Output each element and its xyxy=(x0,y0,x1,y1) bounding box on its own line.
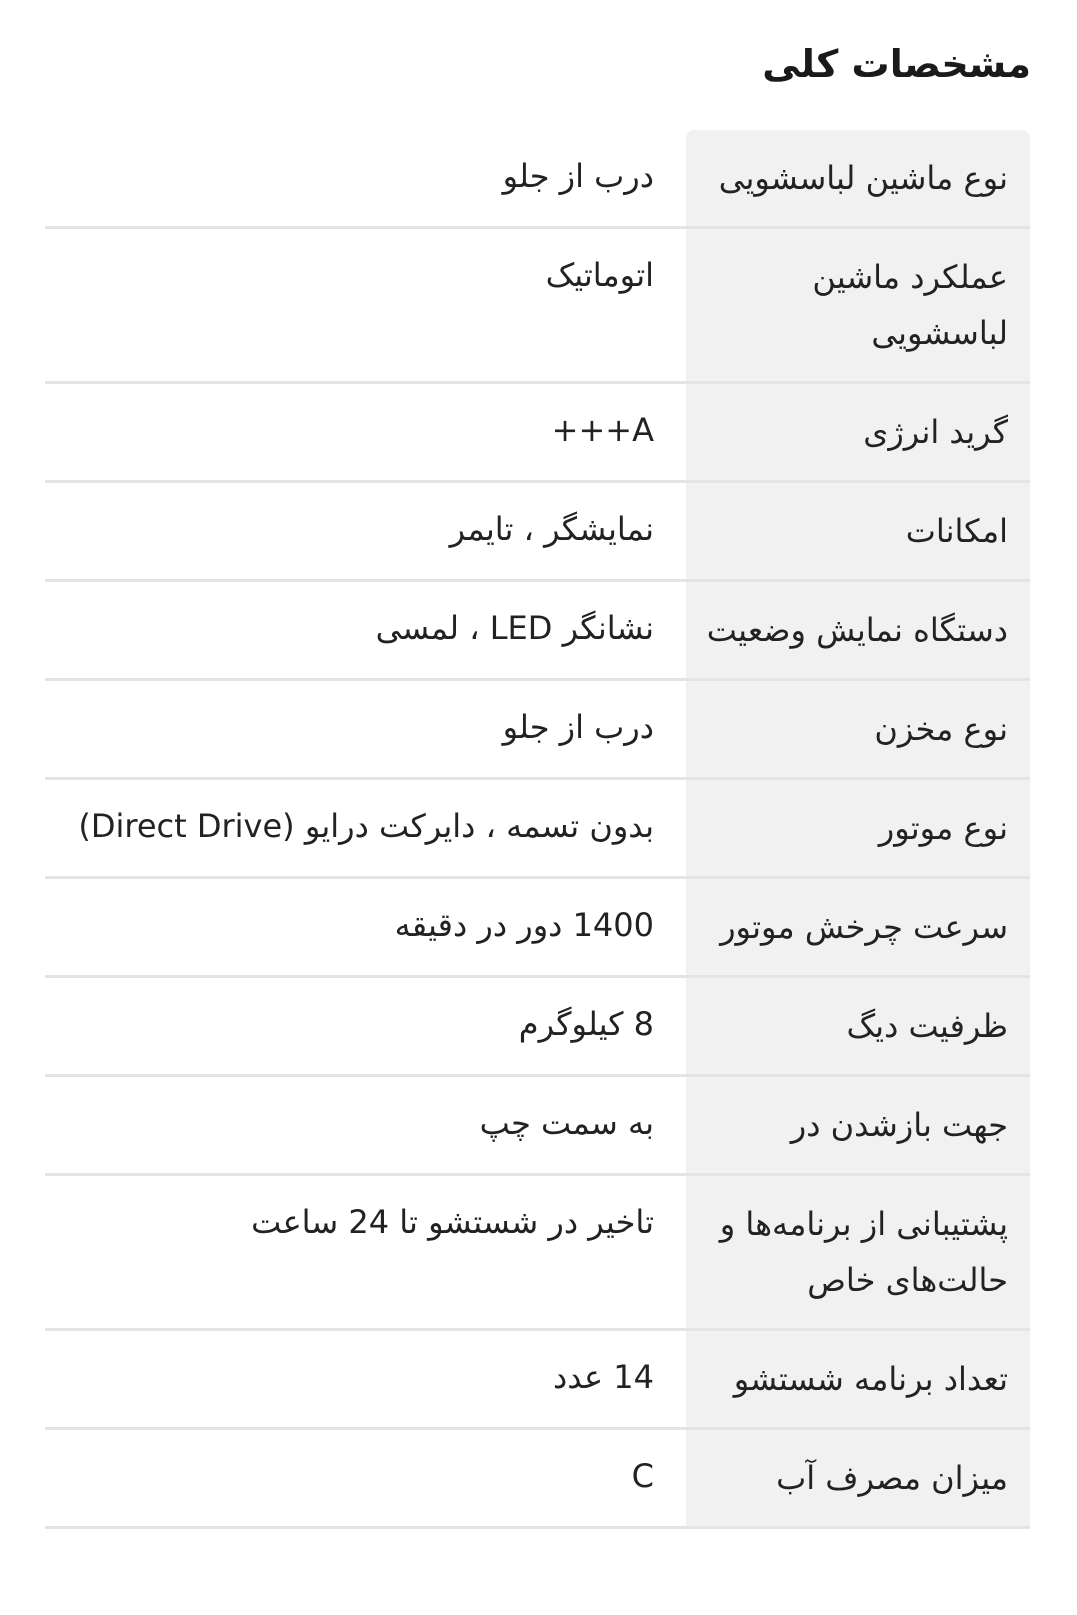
spec-row-tank-type xyxy=(45,681,1030,780)
spec-label: نوع ماشین لباسشویی xyxy=(686,130,1030,226)
spec-row-status-display xyxy=(45,582,1030,681)
spec-label: جهت بازشدن در xyxy=(686,1077,1030,1173)
spec-row-spin-speed xyxy=(45,879,1030,978)
spec-row-door-opening xyxy=(45,1077,1030,1176)
spec-table xyxy=(45,130,1030,1529)
spec-row-motor-type xyxy=(45,780,1030,879)
spec-row-features xyxy=(45,483,1030,582)
spec-value: درب از جلو xyxy=(502,157,654,195)
spec-value: C xyxy=(631,1457,654,1495)
spec-label: پشتیبانی از برنامه‌ها و حالت‌های خاص xyxy=(686,1176,1030,1328)
spec-value: 14 عدد xyxy=(552,1358,654,1396)
spec-label: عملکرد ماشین لباسشویی xyxy=(686,229,1030,381)
spec-label: سرعت چرخش موتور xyxy=(686,879,1030,975)
spec-label: ظرفیت دیگ xyxy=(686,978,1030,1074)
spec-value: 1400 دور در دقیقه xyxy=(394,906,654,944)
spec-row-washer-type xyxy=(45,130,1030,229)
spec-row-program-count xyxy=(45,1331,1030,1430)
spec-label: دستگاه نمایش وضعیت xyxy=(686,582,1030,678)
spec-value: درب از جلو xyxy=(502,708,654,746)
spec-value: نمایشگر ، تایمر xyxy=(449,510,654,548)
spec-label: میزان مصرف آب xyxy=(686,1430,1030,1526)
spec-value: 8 کیلوگرم xyxy=(518,1005,654,1043)
spec-value: بدون تسمه ، دایرکت درایو (Direct Drive) xyxy=(78,807,654,845)
spec-row-drum-capacity xyxy=(45,978,1030,1077)
spec-label: نوع موتور xyxy=(686,780,1030,876)
spec-value: تاخیر در شستشو تا 24 ساعت xyxy=(251,1203,654,1241)
spec-value: به سمت چپ xyxy=(479,1104,654,1142)
spec-row-energy-grade xyxy=(45,384,1030,483)
spec-label: گرید انرژی xyxy=(686,384,1030,480)
spec-value: نشانگر LED ، لمسی xyxy=(375,609,654,647)
spec-value: اتوماتیک xyxy=(545,256,654,294)
section-title: مشخصات کلی xyxy=(762,42,1031,86)
spec-label: تعداد برنامه شستشو xyxy=(686,1331,1030,1427)
spec-row-water-consumption xyxy=(45,1430,1030,1529)
spec-value: A+++ xyxy=(551,411,654,449)
spec-label: امکانات xyxy=(686,483,1030,579)
spec-row-special-programs xyxy=(45,1176,1030,1331)
spec-label: نوع مخزن xyxy=(686,681,1030,777)
spec-row-washer-function xyxy=(45,229,1030,384)
